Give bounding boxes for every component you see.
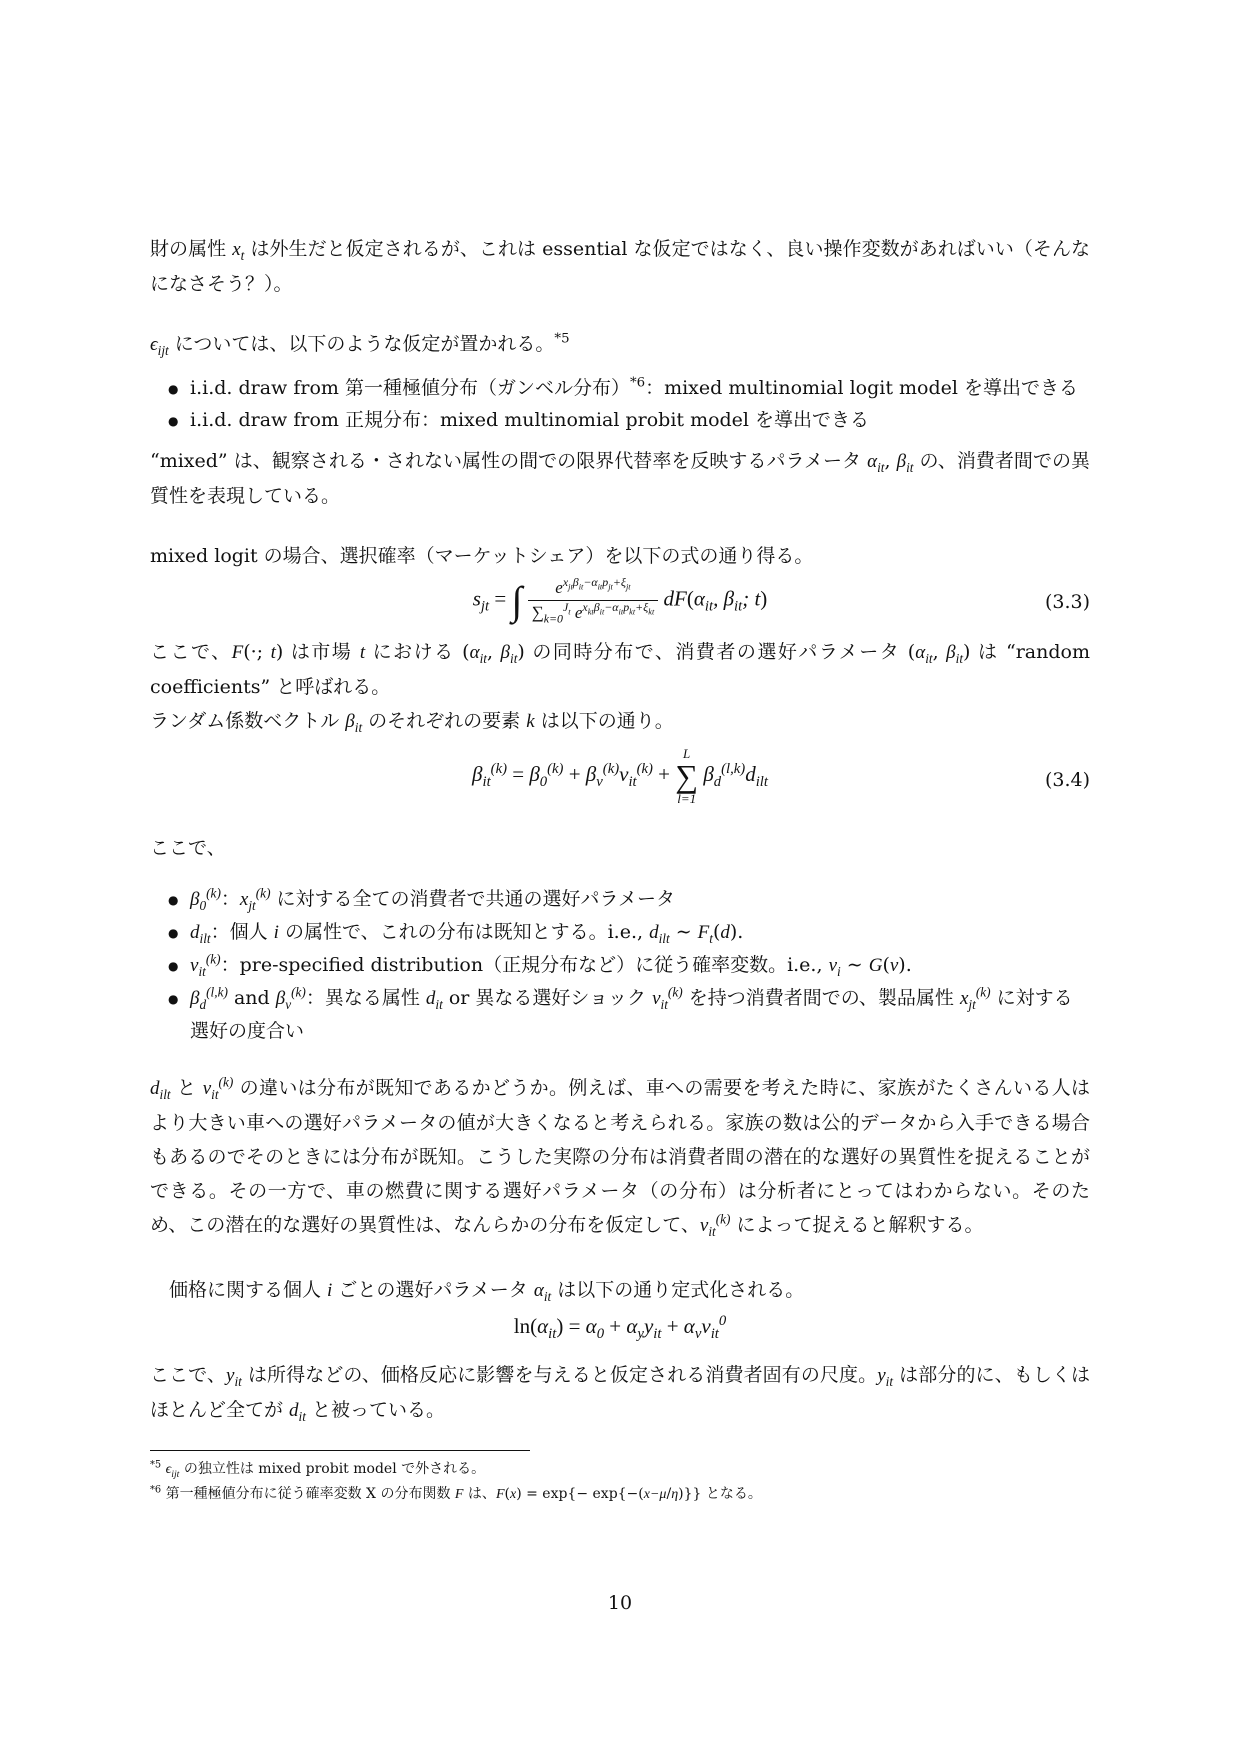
equation-3-3: $s_{jt}$ = ∫ $\frac{e^{x_{jt}\beta_{it}-\alpha_{it}p_{jt}+\xi_{jt}}}{\sum_{k=0}^{J_t} e^{x_{kt}\beta_{it}-\alpha_{it}p_{kt}+\xi_{kt}}}$ $dF(\alpha_{it}$, $\beta_{it}$; t) (3.3) [472,575,1090,626]
list-item: ● i.i.d. draw from 正規分布：mixed multinomial probit model を導出できる [190,404,1090,436]
definition-list [150,883,1090,1047]
paragraph-2: $\epsilon_{ijt}$ については、以下のような仮定が置かれる。$^{*5}$ [150,331,570,358]
page-number: 10 [607,1592,633,1614]
footnote-rule [150,1450,530,1451]
paragraph-6: ランダム係数ベクトル $\beta_{it}$ のそれぞれの要素 k は以下の通り。 [150,710,674,735]
paragraph-1: 財の属性 $x_t$ は外生だと仮定されるが、これは essential な仮定ではなく、良い操作変数があればいい（そんなになさそう？）。 [150,238,1090,295]
list-item: ● $\beta_d^{(l,k)}$ and $\beta_v^{(k)}$：異なる属性 $d_{it}$ or 異なる選好ショック $v_{it}^{(k)}$ を持つ消費者間での、製品属性 $x_{jt}^{(k)}$ に対する選好の度合い [190,982,1090,1047]
equation-3-4: $\beta_{it}^{(k)} = \beta_0^{(k)} + \beta_v^{(k)}v_{it}^{(k)}$ + L ∑ l=1 $\beta_d^{(l,k)}d_{ilt}$ (3.4) [472,746,1090,806]
page-body [150,232,1090,1507]
paragraph-10: ここで、$y_{it}$ は所得などの、価格反応に影響を与えると仮定される消費者固有の尺度。$y_{it}$ は部分的に、もしくはほとんど全てが $d_{it}$ と被っている。 [150,1364,1090,1424]
footnote-5: $^{*5}$ $\epsilon_{ijt}$ の独立性は mixed probit model で外される。 [150,1459,486,1480]
paragraph-4: mixed logit の場合、選択確率（マーケットシェア）を以下の式の通り得る。 [150,545,814,567]
paragraph-9: 価格に関する個人 i ごとの選好パラメータ $\alpha_{it}$ は以下の通り定式化される。 [169,1279,805,1304]
list-item: ● $d_{ilt}$：個人 i の属性で、これの分布は既知とする。i.e., $d_{ilt}$ ∼ $F_t(d)$. [190,916,1090,949]
assumption-list [150,372,1090,436]
list-item: ● i.i.d. draw from 第一種極値分布（ガンベル分布）$^{*6}$：mixed multinomial logit model を導出できる [190,372,1090,404]
equation-number: (3.4) [1044,769,1090,791]
list-item: ● $v_{it}^{(k)}$：pre-specified distribution（正規分布など）に従う確率変数。i.e., $v_i$ ∼ G(v). [190,949,1090,982]
footnote-6: $^{*6}$ 第一種極値分布に従う確率変数 X の分布関数 F は、F(x) = exp{− exp{−(x−μ/η)}} となる。 [150,1484,762,1502]
paragraph-8: $d_{ilt}$ と $v_{it}^{(k)}$ の違いは分布が既知であるかどうか。例えば、車への需要を考えた時に、家族がたくさんいる人はより大きい車への選好パラメータの値が大きくなると考えられる。家族の数は公的データから入手できる場合もあるのでそのときには分布が既知。こうした実際の分布は消費者間の潜在的な選好の異質性を捉えることができる。その一方で、車の燃費に関する選好パラメータ（の分布）は分析者にとってはわからない。そのため、この潜在的な選好の異質性は、なんらかの分布を仮定して、$v_{it}^{(k)}$ によって捉えると解釈する。 [150,1074,1090,1239]
paragraph-5: ここで、F(·; t) は市場 t における ($\alpha_{it}$, $\beta_{it}$) の同時分布で、消費者の選好パラメータ ($\alpha_{it}$, $\beta_{it}$) は “random coefficients” と呼ばれる。 [150,641,1090,698]
paragraph-3: “mixed” は、観察される・されない属性の間での限界代替率を反映するパラメータ $\alpha_{it}$, $\beta_{it}$ の、消費者間での異質性を表現している。 [150,450,1090,507]
equation-number: (3.3) [1044,591,1090,613]
paragraph-7: ここで、 [150,837,226,859]
list-item: ● $\beta_0^{(k)}$：$x_{jt}^{(k)}$ に対する全ての消費者で共通の選好パラメータ [190,883,1090,916]
equation-alpha: $\ln(\alpha_{it}) = \alpha_0 + \alpha_yy_{it} + \alpha_vv_{it}^0$ [513,1313,727,1343]
